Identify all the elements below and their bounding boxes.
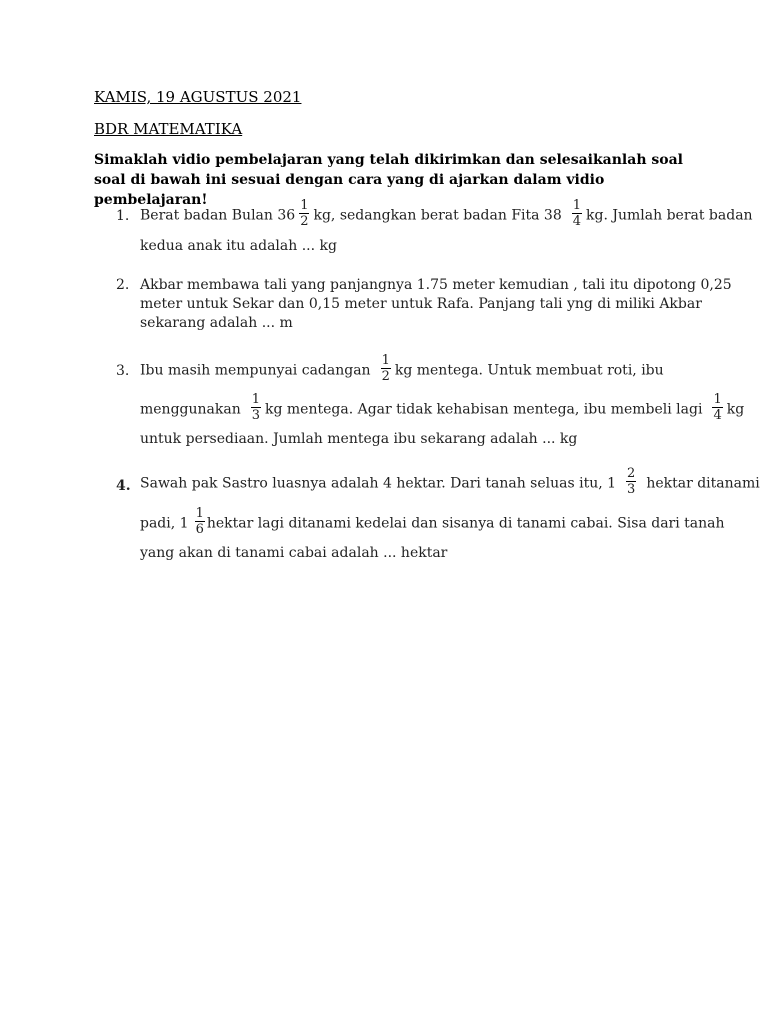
question-text: Berat badan Bulan 36 [140, 207, 296, 224]
fraction-denominator: 2 [300, 214, 309, 229]
fraction-numerator: 1 [195, 506, 204, 521]
question-text: hektar ditanami [646, 475, 760, 492]
question-line [140, 200, 753, 231]
question-number: 4. [116, 478, 131, 494]
fraction [572, 198, 582, 229]
question-4 [116, 466, 760, 568]
fraction [251, 392, 261, 423]
instruction-text: Simaklah vidio pembelajaran yang telah dikirimkan dan selesaikanlah soal soal di bawah ini sesuai dengan cara yang di ajarkan dalam vidio pembelajaran! [94, 152, 683, 208]
question-line [140, 355, 664, 386]
question-3 [116, 353, 745, 455]
question-number: 2. [116, 277, 130, 293]
question-line [140, 394, 744, 425]
fraction-numerator: 1 [251, 392, 261, 407]
fraction-numerator: 1 [381, 353, 390, 368]
fraction-numerator: 1 [713, 392, 722, 407]
document-date: KAMIS, 19 AGUSTUS 2021 [94, 88, 302, 106]
question-line [140, 277, 732, 293]
question-text: kg. Jumlah berat badan [586, 207, 753, 224]
fraction [299, 198, 309, 229]
question-number: 3. [116, 363, 130, 379]
fraction [381, 353, 391, 384]
question-text: menggunakan [140, 401, 241, 418]
fraction-denominator: 2 [381, 369, 390, 384]
question-1 [116, 198, 753, 260]
question-text: kg mentega. Untuk membuat roti, ibu [394, 362, 664, 379]
question-text: yang akan di tanami cabai adalah ... hektar [140, 545, 448, 561]
question-text: hektar lagi ditanami kedelai dan sisanya di tanami cabai. Sisa dari tanah [206, 515, 725, 532]
question-line [140, 431, 577, 447]
fraction [195, 506, 205, 537]
question-line [140, 238, 337, 254]
question-text: untuk persediaan. Jumlah mentega ibu sekarang adalah ... kg [140, 431, 578, 447]
question-2 [116, 277, 732, 337]
question-text: Akbar membawa tali yang panjangnya 1.75 meter kemudian , tali itu dipotong 0,25 [140, 277, 732, 293]
fraction-denominator: 6 [195, 522, 204, 537]
question-text: sekarang adalah ... m [140, 315, 293, 331]
fraction-denominator: 4 [713, 408, 722, 423]
question-line [140, 315, 293, 331]
fraction-denominator: 4 [572, 214, 582, 229]
question-text: kg [726, 401, 745, 418]
fraction-numerator: 1 [572, 198, 582, 213]
question-number: 1. [116, 208, 130, 224]
question-line [140, 468, 760, 499]
question-line [140, 296, 702, 312]
fraction-denominator: 3 [251, 408, 261, 423]
fraction-numerator: 1 [300, 198, 309, 213]
document-subject: BDR MATEMATIKA [94, 120, 243, 138]
fraction [626, 466, 636, 497]
question-text: padi, 1 [140, 515, 189, 532]
question-text: meter untuk Sekar dan 0,15 meter untuk Rafa. Panjang tali yng di miliki Akbar [140, 296, 702, 312]
question-text: Ibu masih mempunyai cadangan [140, 362, 371, 379]
question-text: Sawah pak Sastro luasnya adalah 4 hektar. Dari tanah seluas itu, 1 [140, 475, 617, 492]
question-line [140, 508, 725, 539]
question-text: kg, sedangkan berat badan Fita 38 [313, 207, 562, 224]
question-text: kedua anak itu adalah ... kg [140, 238, 337, 254]
fraction [712, 392, 722, 423]
question-line [140, 545, 447, 561]
question-text: kg mentega. Agar tidak kehabisan mentega, ibu membeli lagi [265, 401, 703, 418]
fraction-denominator: 3 [627, 482, 636, 497]
fraction-numerator: 2 [627, 466, 636, 481]
